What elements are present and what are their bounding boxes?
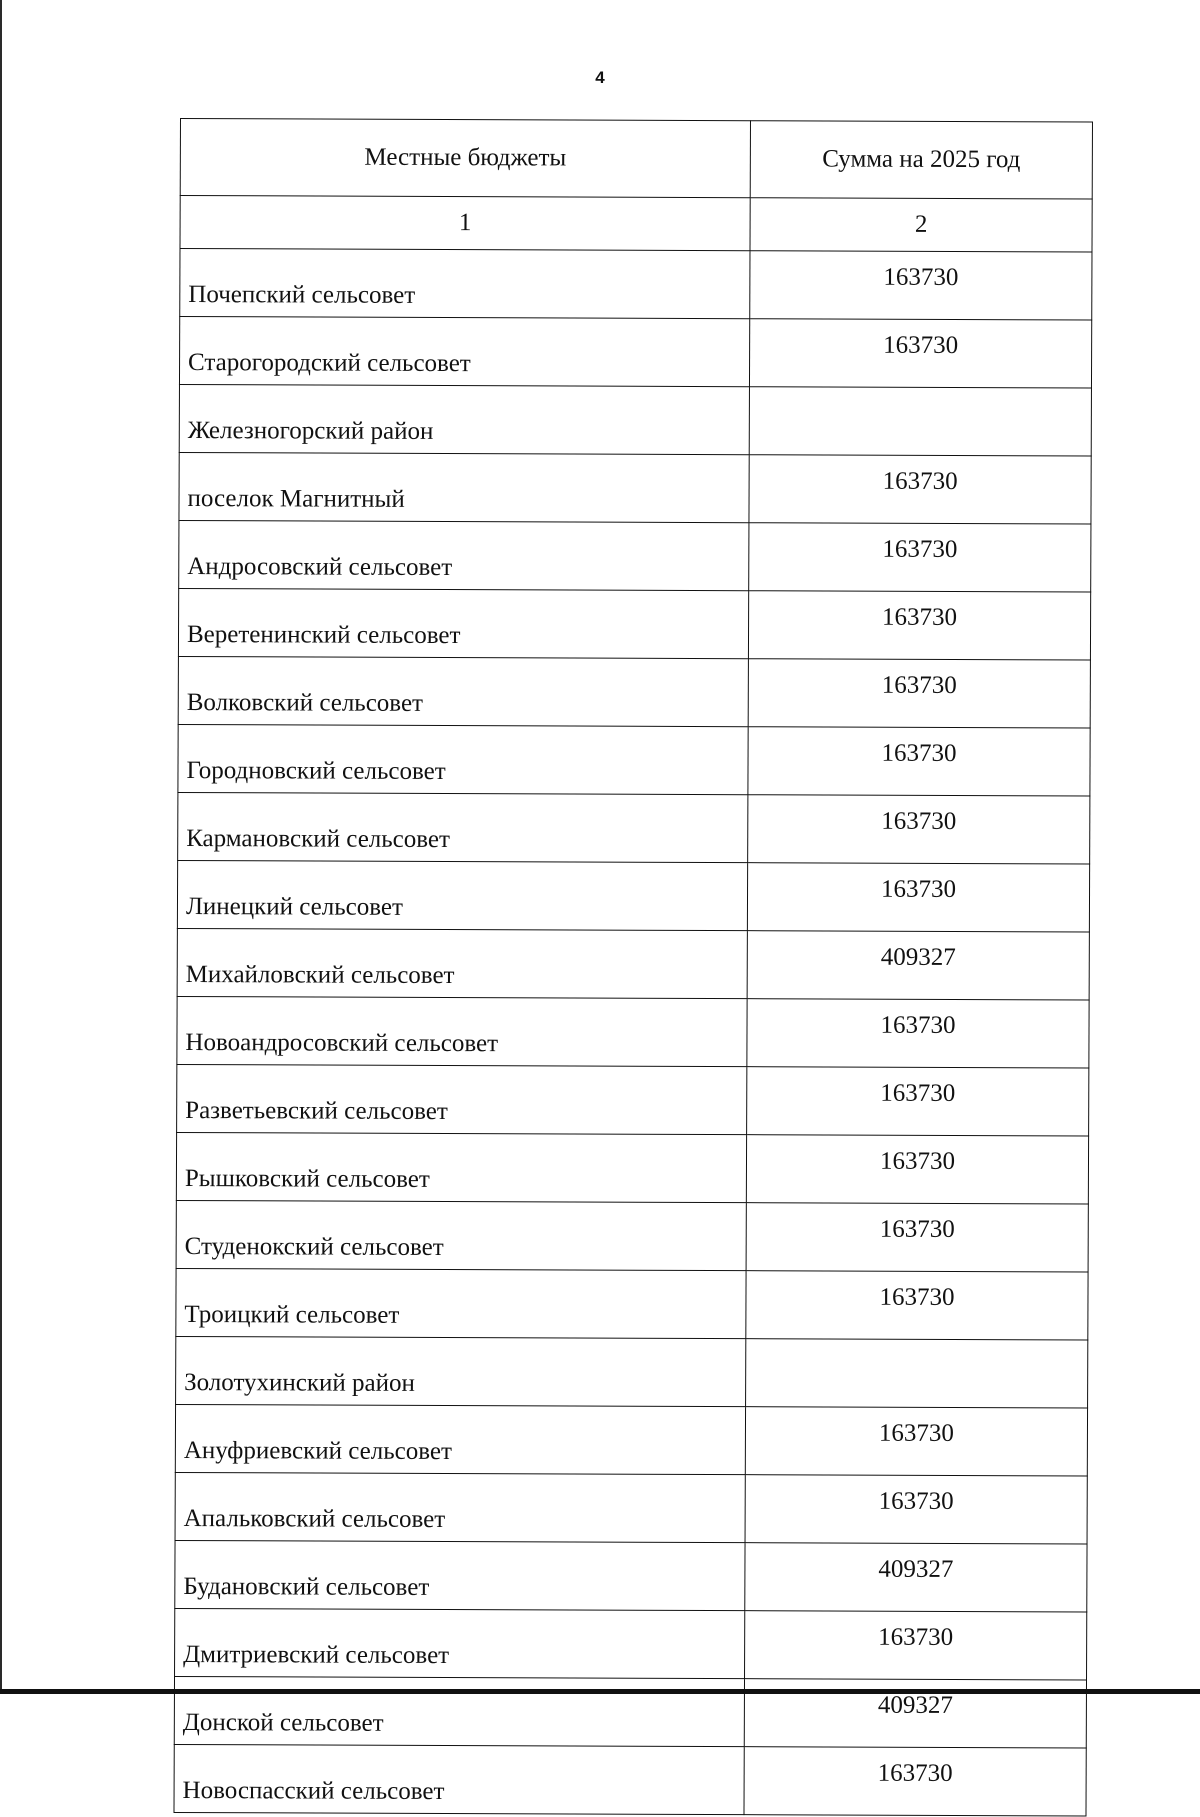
column-header-budgets: Местные бюджеты [180,119,750,198]
budget-name-cell: Студенокский сельсовет [176,1200,746,1270]
budget-name-cell: Кармановский сельсовет [178,792,748,862]
budget-sum-cell: 163730 [745,1407,1087,1476]
table-row [174,1676,1086,1748]
budget-sum-cell: 163730 [745,1475,1087,1544]
scan-edge [0,0,2,1694]
table-row [179,452,1091,524]
budget-sum-cell: 163730 [748,795,1090,864]
column-number-2: 2 [750,198,1092,252]
budget-sum-cell: 163730 [746,1271,1088,1340]
budget-sum-cell: 409327 [747,931,1089,1000]
column-header-sum: Сумма на 2025 год [750,121,1092,199]
budget-name-cell: Ануфриевский сельсовет [175,1404,745,1474]
budget-name-cell: поселок Магнитный [179,452,749,522]
budget-sum-cell: 163730 [748,591,1090,660]
budget-name-cell: Веретенинский сельсовет [178,588,748,658]
budget-sum-cell: 409327 [744,1679,1086,1748]
table-row [177,860,1089,932]
budget-sum-cell: 163730 [747,1067,1089,1136]
column-number-row [180,196,1092,253]
budget-name-cell: Троицкий сельсовет [176,1268,746,1338]
budget-sum-cell [749,387,1091,456]
budget-name-cell: Золотухинский район [176,1336,746,1406]
table-row [177,928,1089,1000]
budget-name-cell: Волковский сельсовет [178,656,748,726]
table-header-row [180,119,1092,200]
table-row [179,317,1091,389]
table-row [178,724,1090,796]
budget-sum-cell: 163730 [749,455,1091,524]
budget-name-cell: Рышковский сельсовет [176,1132,746,1202]
budget-sum-cell [746,1339,1088,1408]
budget-name-cell: Михайловский сельсовет [177,928,747,998]
budget-sum-cell: 163730 [747,999,1089,1068]
budget-name-cell: Апальковский сельсовет [175,1472,745,1542]
table-row [175,1608,1087,1680]
table-row [175,1472,1087,1544]
budget-name-cell: Новоспасский сельсовет [174,1744,744,1814]
page-number: 4 [595,68,605,87]
budget-name-cell: Разветьевский сельсовет [177,1064,747,1134]
table-row [178,588,1090,660]
table-row [177,996,1089,1068]
budget-sum-cell: 163730 [748,727,1090,796]
budget-name-cell: Донской сельсовет [174,1676,744,1746]
budget-sum-cell: 163730 [744,1747,1086,1816]
budget-sum-cell: 163730 [749,523,1091,592]
budget-name-cell: Новоандросовский сельсовет [177,996,747,1066]
budget-name-cell: Дмитриевский сельсовет [175,1608,745,1678]
table-row [176,1132,1088,1204]
table-row [179,520,1091,592]
budget-sum-cell: 163730 [745,1611,1087,1680]
budget-name-cell: Будановский сельсовет [175,1540,745,1610]
table-row [179,384,1091,456]
budget-table-container [173,118,1092,1816]
budget-sum-cell: 163730 [749,319,1091,388]
budget-name-cell: Линецкий сельсовет [177,860,747,930]
budget-sum-cell: 163730 [750,251,1092,320]
budget-sum-cell: 163730 [747,863,1089,932]
budget-name-cell: Старогородский сельсовет [179,317,749,387]
table-row [176,1200,1088,1272]
budget-name-cell: Почепский сельсовет [180,249,750,319]
budget-sum-cell: 163730 [746,1135,1088,1204]
table-row [176,1268,1088,1340]
table-row [175,1404,1087,1476]
table-row [176,1336,1088,1408]
column-number-1: 1 [180,196,750,251]
table-row [178,656,1090,728]
budget-sum-cell: 409327 [745,1543,1087,1612]
budget-table [173,118,1093,1816]
table-row [175,1540,1087,1612]
table-row [174,1744,1086,1816]
table-body [174,249,1092,1816]
budget-name-cell: Железногорский район [179,384,749,454]
table-row [177,1064,1089,1136]
table-row [178,792,1090,864]
budget-name-cell: Андросовский сельсовет [179,520,749,590]
budget-sum-cell: 163730 [746,1203,1088,1272]
budget-name-cell: Городновский сельсовет [178,724,748,794]
table-row [180,249,1092,321]
budget-sum-cell: 163730 [748,659,1090,728]
